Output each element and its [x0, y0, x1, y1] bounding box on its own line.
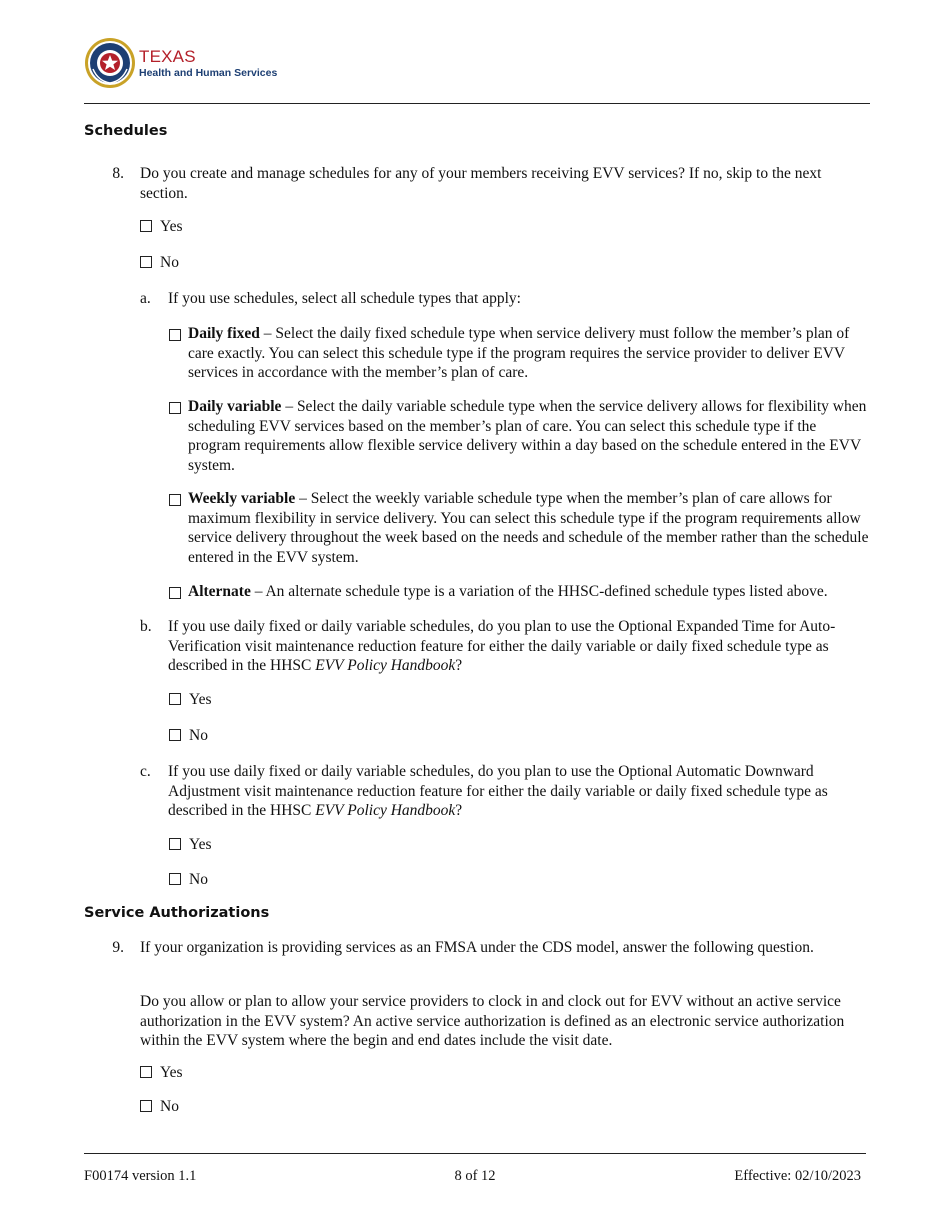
checkbox[interactable] — [169, 838, 181, 850]
option-weekly-variable[interactable]: Weekly variable – Select the weekly variable schedule type when the member’s plan of care allows for maximum flexibility in service delivery. You can select this schedule type if the program requirements allow service delivery throughout the week based on the needs and schedule of the member rather than the schedule entered in the EVV system. — [169, 489, 869, 567]
checkbox[interactable] — [140, 220, 152, 232]
checkbox[interactable] — [169, 729, 181, 741]
option-daily-fixed[interactable]: Daily fixed – Select the daily fixed schedule type when service delivery must follow the member’s plan of care exactly. You can select this schedule type if the program requires the service provider to deliver EVV services in accordance with the member’s plan of care. — [169, 324, 869, 383]
checkbox[interactable] — [169, 693, 181, 705]
subquestion-letter: a. — [140, 290, 151, 307]
footer-page-number: 8 of 12 — [454, 1168, 496, 1184]
texas-seal-icon — [84, 37, 136, 89]
header-divider — [84, 103, 870, 104]
qb-yes-option[interactable]: Yes — [169, 691, 212, 709]
question-9-text: If your organization is providing services as an FMSA under the CDS model, answer the following question. — [140, 939, 814, 956]
subquestion-b-text: If you use daily fixed or daily variable schedules, do you plan to use the Optional Expanded Time for Auto-Verification visit maintenance reduction feature for either the daily variable or daily fixed schedule type as described in the HHSC EVV Policy Handbook? — [168, 618, 836, 674]
q8-no-option[interactable]: No — [140, 254, 179, 272]
option-alternate[interactable]: Alternate – An alternate schedule type is a variation of the HHSC-defined schedule types listed above. — [169, 582, 879, 602]
checkbox[interactable] — [169, 873, 181, 885]
question-number: 8. — [112, 165, 124, 182]
hhs-logo — [84, 37, 284, 89]
footer-effective-date: Effective: 02/10/2023 — [734, 1168, 861, 1184]
org-subtitle: Health and Human Services — [139, 67, 278, 79]
checkbox[interactable] — [140, 1066, 152, 1078]
checkbox[interactable] — [140, 1100, 152, 1112]
subquestion-letter: b. — [140, 618, 152, 635]
question-9-subtext: Do you allow or plan to allow your service providers to clock in and clock out for EVV without an active service authorization in the EVV system? An active service authorization is defined as an electronic service authorization within the EVV system where the begin and end dates include the visit date. — [140, 993, 845, 1049]
q9-no-option[interactable]: No — [140, 1098, 179, 1116]
qc-yes-option[interactable]: Yes — [169, 836, 212, 854]
section-heading-schedules: Schedules — [84, 123, 168, 139]
checkbox[interactable] — [169, 402, 181, 414]
checkbox[interactable] — [169, 494, 181, 506]
subquestion-letter: c. — [140, 763, 151, 780]
checkbox[interactable] — [169, 329, 181, 341]
qc-no-option[interactable]: No — [169, 871, 208, 889]
option-daily-variable[interactable]: Daily variable – Select the daily variable schedule type when the service delivery allows for flexibility when scheduling EVV services based on the member’s plan of care. You can select this schedule type if the program requirements allow flexible service delivery within a day based on the schedule entered in the EVV system. — [169, 397, 869, 475]
section-heading-service-authorizations: Service Authorizations — [84, 905, 270, 921]
checkbox[interactable] — [140, 256, 152, 268]
question-number: 9. — [112, 939, 124, 956]
checkbox[interactable] — [169, 587, 181, 599]
q8-yes-option[interactable]: Yes — [140, 218, 183, 236]
subquestion-c-text: If you use daily fixed or daily variable schedules, do you plan to use the Optional Automatic Downward Adjustment visit maintenance reduction feature for either the daily variable or daily fixed schedule type as described in the HHSC EVV Policy Handbook? — [168, 763, 828, 819]
question-8-text: Do you create and manage schedules for any of your members receiving EVV services? If no, skip to the next section. — [140, 165, 822, 202]
footer-divider — [84, 1153, 866, 1154]
org-title: TEXAS — [139, 47, 196, 66]
footer-form-id: F00174 version 1.1 — [84, 1168, 197, 1184]
q9-yes-option[interactable]: Yes — [140, 1064, 183, 1082]
subquestion-a-text: If you use schedules, select all schedule types that apply: — [168, 290, 521, 307]
qb-no-option[interactable]: No — [169, 727, 208, 745]
